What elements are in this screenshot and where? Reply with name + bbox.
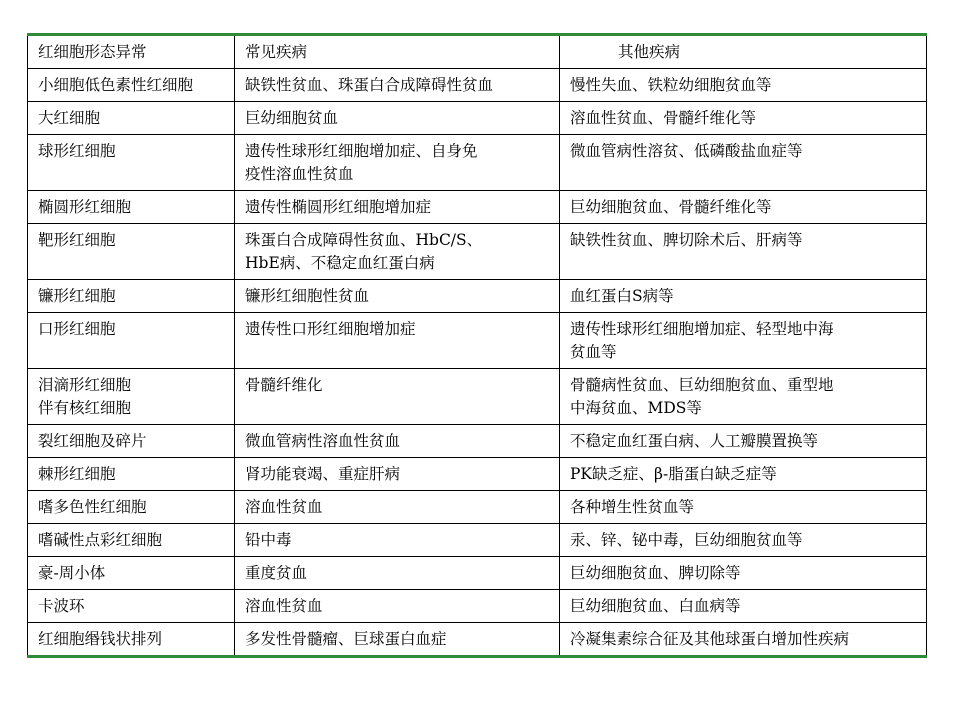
table-cell-morphology: 棘形红细胞 [28,458,235,491]
table-cell-other-diseases: 不稳定血红蛋白病、人工瓣膜置换等 [560,425,927,458]
table-cell-common-diseases: 多发性骨髓瘤、巨球蛋白血症 [235,623,560,657]
table-cell-morphology: 嗜多色性红细胞 [28,491,235,524]
table-row [28,280,927,313]
table-cell-common-diseases: 缺铁性贫血、珠蛋白合成障碍性贫血 [235,69,560,102]
header-cell-morphology: 红细胞形态异常 [28,35,235,69]
table-row [28,425,927,458]
table-row [28,191,927,224]
table-row [28,590,927,623]
header-cell-common-diseases: 常见疾病 [235,35,560,69]
table-cell-morphology: 泪滴形红细胞 伴有核红细胞 [28,369,235,425]
table-cell-other-diseases: 遗传性球形红细胞增加症、轻型地中海 贫血等 [560,313,927,369]
table-cell-morphology: 红细胞缗钱状排列 [28,623,235,657]
table-cell-common-diseases: 镰形红细胞性贫血 [235,280,560,313]
table-row [28,458,927,491]
table-cell-other-diseases: 缺铁性贫血、脾切除术后、肝病等 [560,224,927,280]
table-cell-other-diseases: 汞、锌、铋中毒，巨幼细胞贫血等 [560,524,927,557]
table-cell-other-diseases: 巨幼细胞贫血、骨髓纤维化等 [560,191,927,224]
table-row [28,524,927,557]
table-cell-other-diseases: 微血管病性溶贫、低磷酸盐血症等 [560,135,927,191]
table-cell-common-diseases: 骨髓纤维化 [235,369,560,425]
table-cell-morphology: 裂红细胞及碎片 [28,425,235,458]
table-cell-morphology: 卡波环 [28,590,235,623]
table-row [28,491,927,524]
table-cell-common-diseases: 遗传性口形红细胞增加症 [235,313,560,369]
table-cell-morphology: 嗜碱性点彩红细胞 [28,524,235,557]
table-cell-morphology: 球形红细胞 [28,135,235,191]
table-cell-other-diseases: 慢性失血、铁粒幼细胞贫血等 [560,69,927,102]
table-cell-common-diseases: 巨幼细胞贫血 [235,102,560,135]
table-cell-morphology: 镰形红细胞 [28,280,235,313]
table-cell-morphology: 大红细胞 [28,102,235,135]
table-row [28,557,927,590]
header-cell-other-diseases: 其他疾病 [560,35,927,69]
table-cell-common-diseases: 珠蛋白合成障碍性贫血、HbC/S、 HbE病、不稳定血红蛋白病 [235,224,560,280]
table-cell-other-diseases: 血红蛋白S病等 [560,280,927,313]
table-cell-other-diseases: 各种增生性贫血等 [560,491,927,524]
table [27,33,927,658]
table-cell-other-diseases: PK缺乏症、β-脂蛋白缺乏症等 [560,458,927,491]
table-row [28,369,927,425]
table-cell-morphology: 靶形红细胞 [28,224,235,280]
table-cell-morphology: 豪-周小体 [28,557,235,590]
table-row [28,102,927,135]
table-row [28,69,927,102]
table-cell-morphology: 椭圆形红细胞 [28,191,235,224]
table-cell-common-diseases: 微血管病性溶血性贫血 [235,425,560,458]
table-cell-morphology: 小细胞低色素性红细胞 [28,69,235,102]
table-row [28,224,927,280]
table-cell-other-diseases: 巨幼细胞贫血、脾切除等 [560,557,927,590]
table-cell-other-diseases: 巨幼细胞贫血、白血病等 [560,590,927,623]
table-cell-common-diseases: 铅中毒 [235,524,560,557]
table-header-row [28,35,927,69]
table-cell-common-diseases: 溶血性贫血 [235,491,560,524]
table-cell-other-diseases: 骨髓病性贫血、巨幼细胞贫血、重型地 中海贫血、MDS等 [560,369,927,425]
abnormal-rbc-table [27,33,926,658]
table-cell-other-diseases: 溶血性贫血、骨髓纤维化等 [560,102,927,135]
table-row [28,313,927,369]
table-row [28,135,927,191]
table-cell-common-diseases: 重度贫血 [235,557,560,590]
table-cell-common-diseases: 肾功能衰竭、重症肝病 [235,458,560,491]
table-cell-common-diseases: 遗传性球形红细胞增加症、自身免 疫性溶血性贫血 [235,135,560,191]
table-cell-morphology: 口形红细胞 [28,313,235,369]
table-cell-other-diseases: 冷凝集素综合征及其他球蛋白增加性疾病 [560,623,927,657]
table-cell-common-diseases: 溶血性贫血 [235,590,560,623]
table-row [28,623,927,657]
table-cell-common-diseases: 遗传性椭圆形红细胞增加症 [235,191,560,224]
